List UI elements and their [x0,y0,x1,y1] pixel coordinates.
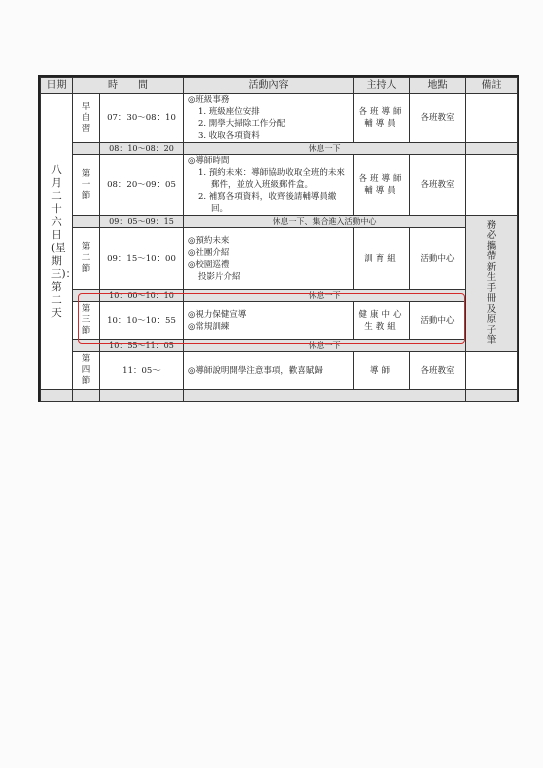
note-cell-empty [466,352,518,390]
host-line: 健康中心 [358,309,405,320]
content-item: ◎預約未來 [188,235,230,246]
header-note: 備註 [466,78,518,94]
content-item: 郵件，並放入班級郵件盒。 [211,180,314,190]
location-cell: 活動中心 [410,228,466,290]
host-cell [354,352,410,390]
host-cell [354,94,410,143]
content-item: ◎視力保健宣導 [188,309,247,320]
table-row [41,155,518,216]
time-cell: 10：10～10：55 [100,302,184,340]
header-row [41,78,518,94]
bottom-row [41,390,518,402]
content-item: ◎校園巡禮 [188,259,230,270]
break-row [41,143,518,155]
period-cell [73,302,100,340]
host-cell [354,155,410,216]
host-line: 生教組 [364,321,399,332]
content-item: 2. 補寫各項資料，收齊後請輔導員繳 [198,192,337,202]
break-spacer [184,390,466,402]
content-item: 回。 [211,204,229,214]
break-text: 休息一下 [184,143,466,155]
content-cell [184,228,354,290]
content-cell [184,94,354,143]
header-content: 活動內容 [184,78,354,94]
period-label: 早自習 [81,101,91,134]
time-cell: 07：30～08：10 [100,94,184,143]
time-cell: 09：15～10：00 [100,228,184,290]
location-cell: 各班教室 [410,352,466,390]
location-cell: 各班教室 [410,94,466,143]
break-row [41,216,518,228]
location-cell: 各班教室 [410,155,466,216]
period-cell [73,94,100,143]
note-cell-empty [466,143,518,155]
period-label: 第二節 [81,242,91,274]
table-row [41,352,518,390]
host-line: 輔導員 [364,186,399,196]
content-item: ◎導師時間 [188,156,230,166]
period-cell [73,228,100,290]
note-cell [466,216,518,352]
date-label: 八月二十六日(星期三)：第二天 [51,163,77,319]
content-item: 3. 收取各項資料 [198,131,260,141]
content-item: ◎班級事務 [188,95,230,105]
break-spacer [73,340,100,352]
content-cell [184,352,354,390]
location-cell: 活動中心 [410,302,466,340]
table-row [41,94,518,143]
schedule-table [40,77,518,402]
period-cell [73,155,100,216]
break-spacer [73,216,100,228]
content-item: ◎導師說明開學注意事項，歡喜賦歸 [188,365,323,376]
content-item: 投影片介紹 [198,271,241,282]
period-label: 第四節 [81,354,91,386]
break-spacer [73,143,100,155]
break-text: 休息一下、集合進入活動中心 [184,216,466,228]
content-cell [184,155,354,216]
date-cell [41,94,77,390]
host-line: 輔導員 [364,119,399,129]
header-host: 主持人 [354,78,410,94]
note-cell-empty [466,94,518,143]
break-time: 10：00～10：10 [100,290,184,302]
break-text: 休息一下 [184,290,466,302]
content-cell [184,302,354,340]
content-item: 1. 班級座位安排 [198,107,260,117]
content-item: 1. 預約未來：導師協助收取全班的未來 [198,168,345,178]
host-line: 訓育組 [364,253,399,264]
break-row [41,340,518,352]
date-cell-bottom [41,390,73,402]
break-spacer [100,390,184,402]
host-cell [354,302,410,340]
header-date: 日期 [41,78,73,94]
host-line: 各班導師 [358,174,405,184]
content-item: ◎常規訓練 [188,321,230,332]
time-cell: 08：20～09：05 [100,155,184,216]
note-text: 務必攜帶新生手冊及原子筆 [486,219,497,346]
period-cell [73,352,100,390]
content-item: 2. 開學大掃除工作分配 [198,119,286,129]
break-row [41,290,518,302]
time-cell: 11：05～ [100,352,184,390]
break-time: 09：05～09：15 [100,216,184,228]
period-label: 第三節 [81,304,91,336]
break-spacer [73,390,100,402]
break-time: 08：10～08：20 [100,143,184,155]
note-cell-empty [466,155,518,216]
break-text: 休息一下 [184,340,466,352]
break-time: 10：55～11：05 [100,340,184,352]
schedule-frame [38,75,519,402]
table-row [41,228,518,290]
content-item: ◎社團介紹 [188,247,230,258]
table-row [41,302,518,340]
note-cell-empty [466,390,518,402]
period-label: 第一節 [81,168,91,201]
host-line: 各班導師 [358,107,405,117]
host-cell [354,228,410,290]
header-time: 時 間 [73,78,184,94]
header-location: 地點 [410,78,466,94]
break-spacer [73,290,100,302]
host-line: 導師 [369,365,393,376]
